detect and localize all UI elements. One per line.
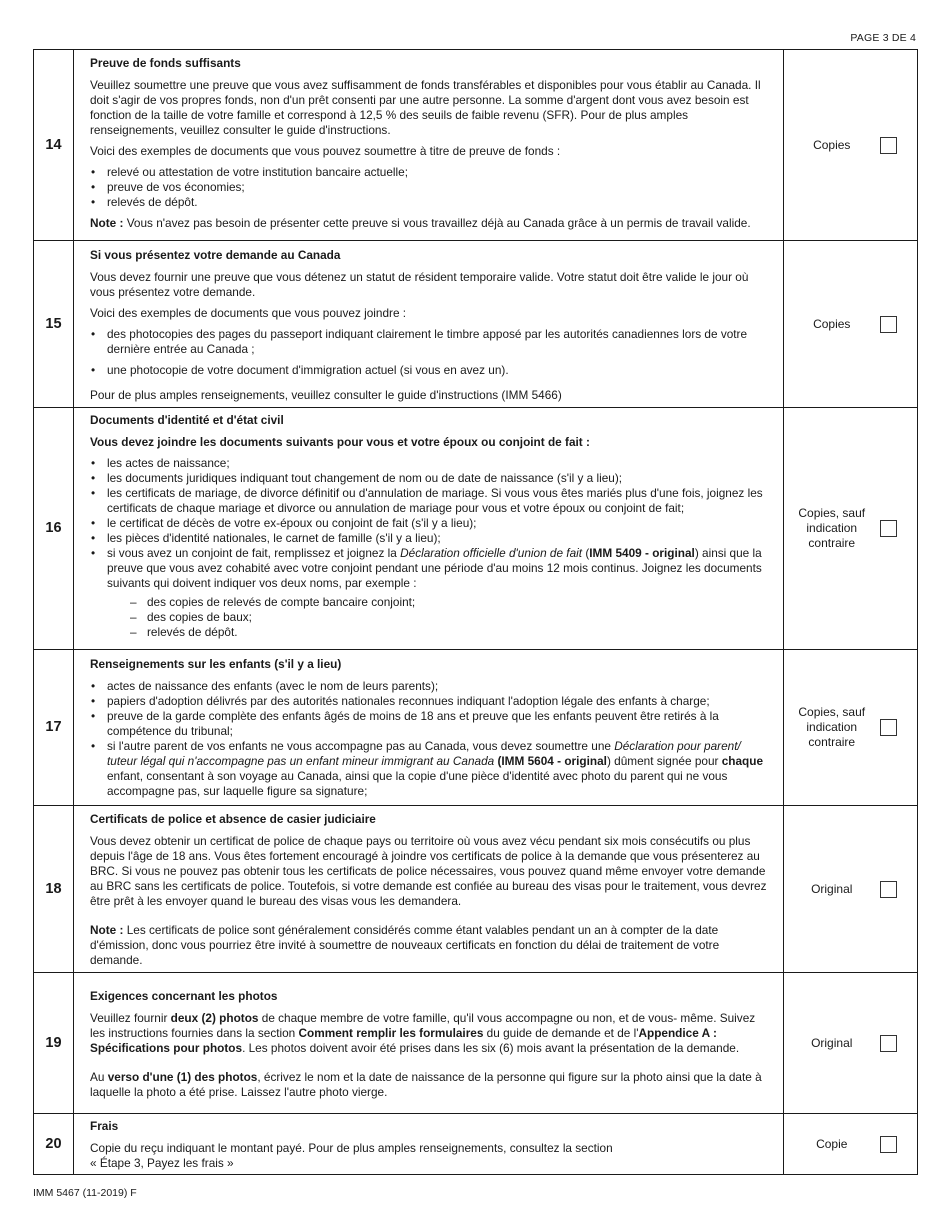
row-list	[90, 327, 773, 378]
list-item: • relevé ou attestation de votre institution bancaire actuelle;	[90, 165, 773, 180]
row-19-checkbox[interactable]	[880, 1035, 897, 1052]
row-18-checkbox[interactable]	[880, 881, 897, 898]
row-title: Documents d'identité et d'état civil	[90, 413, 284, 427]
row-paragraph: Veuillez soumettre une preuve que vous avez suffisamment de fonds transférables et disponibles pour vous établir au Canada. Il doit s'agir de vos propres fonds, non d'un prêt consenti par une autre personne. La somme d'argent dont vous avez besoin est fonction de la taille de votre famille et correspond à 12,5 % des seuils de faible revenu (SFR). Pour de plus amples renseignements, veuillez consulter le guide d'instructions.	[90, 77, 761, 137]
list-item: • des photocopies des pages du passeport indiquant clairement le timbre apposé par les autorités canadiennes lors de votre dernière entrée au Canada ;	[90, 327, 773, 357]
checklist-row-20	[34, 1114, 918, 1175]
list-item: • une photocopie de votre document d'immigration actuel (si vous en avez un).	[90, 363, 773, 378]
document-type: Original	[784, 973, 880, 1114]
row-15-checkbox[interactable]	[880, 316, 897, 333]
form-id-footer: IMM 5467 (11-2019) F	[33, 1187, 137, 1199]
row-paragraph: Vous devez obtenir un certificat de police de chaque pays ou territoire où vous avez vécu pendant six mois consécutifs ou plus depuis l'âge de 18 ans. Vous êtes fortement encouragé à joindre vos certificats de police à la demande que vous présenterez au BRC. Si vous ne pouvez pas obtenir tous les certificats de police nécessaires, vous pouvez quand même envoyer votre demande au BRC sans les certificats de police. Toutefois, si votre demande est confiée au bureau des visas pour le traitement, vous devrez être prêt à les envoyer quand le bureau des visas vous les demandera.	[90, 834, 767, 908]
document-type: Copies	[784, 241, 880, 408]
row-subtitle: Vous devez joindre les documents suivants pour vous et votre époux ou conjoint de fait :	[90, 435, 590, 449]
row-content	[74, 408, 784, 650]
row-paragraph: Voici des exemples de documents que vous pouvez soumettre à titre de preuve de fonds :	[90, 143, 561, 158]
page-number: PAGE 3 DE 4	[850, 32, 916, 44]
row-list	[90, 165, 773, 210]
row-title: Si vous présentez votre demande au Canada	[90, 247, 341, 262]
checkbox-cell	[880, 408, 918, 650]
list-item: • papiers d'adoption délivrés par des autorités nationales reconnues indiquant l'adoption légale des enfants à charge;	[90, 694, 773, 709]
row-number: 20	[34, 1114, 74, 1175]
checkbox-cell	[880, 973, 918, 1114]
row-list	[90, 679, 773, 799]
row-paragraph: Voici des exemples de documents que vous pouvez joindre :	[90, 305, 407, 320]
list-item: • les pièces d'identité nationales, le carnet de famille (s'il y a lieu);	[90, 531, 773, 546]
sublist-item: – des copies de relevés de compte bancaire conjoint;	[130, 595, 773, 610]
row-content	[74, 650, 784, 806]
row-number: 14	[34, 50, 74, 241]
row-paragraph: Au verso d'une (1) des photos, écrivez le nom et la date de naissance de la personne qui figure sur la photo ainsi que la date à laquelle la photo a été prise. Laissez l'autre photo vierge.	[90, 1069, 762, 1099]
document-type: Copies, sauf indication contraire	[784, 650, 880, 806]
row-number: 18	[34, 806, 74, 973]
note-text: Vous n'avez pas besoin de présenter cette preuve si vous travaillez déjà au Canada grâce à un permis de travail valide.	[123, 215, 751, 230]
row-16-checkbox[interactable]	[880, 520, 897, 537]
note-label: Note :	[90, 215, 124, 230]
row-number: 15	[34, 241, 74, 408]
row-number: 19	[34, 973, 74, 1114]
row-content	[74, 241, 784, 408]
row-paragraph: « Étape 3, Payez les frais »	[90, 1156, 234, 1170]
row-list	[90, 456, 773, 591]
list-item: • preuve de la garde complète des enfants âgés de moins de 18 ans et preuve que les enfants peuvent être retirés à la compétence du tribunal;	[90, 709, 773, 739]
document-checklist	[33, 49, 918, 1175]
checkbox-cell	[880, 50, 918, 241]
checkbox-cell	[880, 806, 918, 973]
list-item: • les certificats de mariage, de divorce définitif ou d'annulation de mariage. Si vous vous êtes mariés plus d'une fois, joignez les certificats de chaque mariage et divorce ou annulation de mariage pour vous et votre époux ou conjoint de fait;	[90, 486, 773, 516]
row-title: Renseignements sur les enfants (s'il y a lieu)	[90, 656, 342, 671]
row-title: Preuve de fonds suffisants	[90, 55, 241, 70]
row-paragraph: Veuillez fournir deux (2) photos de chaque membre de votre famille, qu'il vous accompagne ou non, et de vous- même. Suivez les instructions fournies dans la section Comment remplir les formulaires du guide de demande et de l'Appendice A : Spécifications pour photos. Les photos doivent avoir été prises dans les six (6) mois avant la présentation de la demande.	[90, 1010, 756, 1055]
document-type: Original	[784, 806, 880, 973]
sublist-item: – des copies de baux;	[130, 610, 773, 625]
note-label: Note :	[90, 923, 124, 937]
list-item: • actes de naissance des enfants (avec le nom de leurs parents);	[90, 679, 773, 694]
document-type: Copies, sauf indication contraire	[784, 408, 880, 650]
row-17-checkbox[interactable]	[880, 719, 897, 736]
row-paragraph: Vous devez fournir une preuve que vous détenez un statut de résident temporaire valide. Votre statut doit être valide le jour où vous présentez votre demande.	[90, 269, 749, 299]
checkbox-cell	[880, 650, 918, 806]
row-number: 16	[34, 408, 74, 650]
row-title: Frais	[90, 1119, 119, 1133]
row-note	[90, 216, 773, 231]
row-note	[90, 923, 773, 968]
checkbox-cell	[880, 1114, 918, 1175]
list-item: • si vous avez un conjoint de fait, remplissez et joignez la Déclaration officielle d'union de fait (IMM 5409 - original) ainsi que la preuve que vous avez cohabité avec votre conjoint pendant une période d'au moins 12 mois continus. Joignez les documents suivants qui doivent indiquer vos deux noms, par exemple :	[90, 546, 773, 591]
sublist-item: – relevés de dépôt.	[130, 625, 773, 640]
row-paragraph: Copie du reçu indiquant le montant payé. Pour de plus amples renseignements, consultez la section	[90, 1141, 613, 1155]
list-item: • le certificat de décès de votre ex-époux ou conjoint de fait (s'il y a lieu);	[90, 516, 773, 531]
row-20-checkbox[interactable]	[880, 1136, 897, 1153]
row-sublist	[90, 595, 773, 640]
checklist-row-17	[34, 650, 918, 806]
document-type: Copie	[784, 1114, 880, 1175]
note-text: Les certificats de police sont généralement considérés comme étant valables pendant un an à compter de la date d'émission, donc vous pourriez être invité à soumettre de nouveaux certificats en fonction du délai de traitement de votre demande.	[90, 923, 720, 967]
checkbox-cell	[880, 241, 918, 408]
row-title: Certificats de police et absence de casier judiciaire	[90, 812, 376, 826]
checklist-row-19	[34, 973, 918, 1114]
row-14-checkbox[interactable]	[880, 137, 897, 154]
checklist-row-18	[34, 806, 918, 973]
checklist-row-16	[34, 408, 918, 650]
row-content	[74, 1114, 784, 1175]
document-type: Copies	[784, 50, 880, 241]
list-item: • relevés de dépôt.	[90, 195, 773, 210]
list-item: • les documents juridiques indiquant tout changement de nom ou de date de naissance (s'il y a lieu);	[90, 471, 773, 486]
row-content	[74, 973, 784, 1114]
row-number: 17	[34, 650, 74, 806]
row-paragraph: Pour de plus amples renseignements, veuillez consulter le guide d'instructions (IMM 5466)	[90, 387, 562, 402]
row-title: Exigences concernant les photos	[90, 988, 278, 1003]
row-content	[74, 50, 784, 241]
checklist-row-15	[34, 241, 918, 408]
list-item: • preuve de vos économies;	[90, 180, 773, 195]
list-item: • les actes de naissance;	[90, 456, 773, 471]
checklist-row-14	[34, 50, 918, 241]
list-item: • si l'autre parent de vos enfants ne vous accompagne pas au Canada, vous devez soumettre une Déclaration pour parent/ tuteur légal qui n'accompagne pas un enfant mineur immigrant au Canada (IMM 5604 - original) dûment signée pour chaque enfant, consentant à son voyage au Canada, ainsi que la copie d'une pièce d'identité avec photo du parent qui ne vous accompagne pas, sur laquelle figure sa signature;	[90, 739, 773, 799]
row-content	[74, 806, 784, 973]
